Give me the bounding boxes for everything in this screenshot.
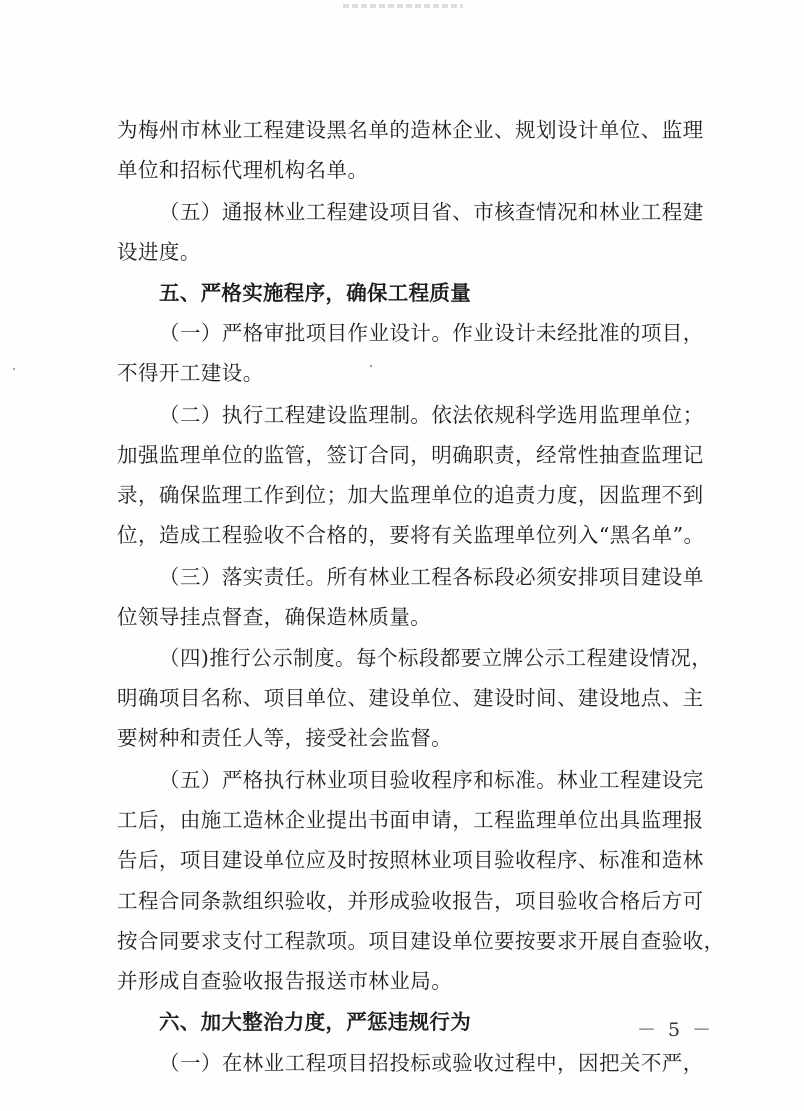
body-line: 工后，由施工造林企业提出书面申请，工程监理单位出具监理报 — [117, 808, 704, 832]
page-number: － 5 － — [637, 1019, 715, 1041]
section-heading: 五、严格实施程序，确保工程质量 — [159, 281, 471, 305]
margin-dot — [13, 368, 15, 370]
body-line: （一）在林业工程项目招投标或验收过程中，因把关不严， — [159, 1051, 704, 1075]
scan-artifact — [343, 4, 463, 8]
body-line: （四)推行公示制度。每个标段都要立牌公示工程建设情况， — [159, 646, 713, 670]
body-line: （五）通报林业工程建设项目省、市核查情况和林业工程建 — [159, 200, 704, 224]
body-line: 录，确保监理工作到位；加大监理单位的追责力度，因监理不到 — [117, 483, 704, 507]
body-line: 不得开工建设。 — [117, 361, 264, 385]
body-line: 位，造成工程验收不合格的，要将有关监理单位列入“黑名单”。 — [117, 523, 705, 547]
body-line: 按合同要求支付工程款项。项目建设单位要按要求开展自查验收， — [117, 929, 725, 953]
body-line: （三）落实责任。所有林业工程各标段必须安排项目建设单 — [159, 565, 704, 589]
section-heading: 六、加大整治力度，严惩违规行为 — [159, 1010, 471, 1034]
body-line: （一）严格审批项目作业设计。作业设计未经批准的项目， — [159, 321, 704, 345]
body-line: 为梅州市林业工程建设黑名单的造林企业、规划设计单位、监理 — [117, 118, 704, 142]
body-line: （二）执行工程建设监理制。依法依规科学选用监理单位； — [159, 403, 704, 427]
body-line: 并形成自查验收报告报送市林业局。 — [117, 969, 453, 993]
body-line: 位领导挂点督查，确保造林质量。 — [117, 605, 432, 629]
body-line: 告后，项目建设单位应及时按照林业项目验收程序、标准和造林 — [117, 848, 704, 872]
body-line: 加强监理单位的监管，签订合同，明确职责，经常性抽查监理记 — [117, 443, 704, 467]
body-line: 明确项目名称、项目单位、建设单位、建设时间、建设地点、主 — [117, 686, 704, 710]
stray-dot — [370, 365, 372, 367]
body-line: 要树种和责任人等，接受社会监督。 — [117, 726, 453, 750]
body-line: 工程合同条款组织验收，并形成验收报告，项目验收合格后方可 — [117, 889, 704, 913]
body-line: 单位和招标代理机构名单。 — [117, 158, 369, 182]
body-line: 设进度。 — [117, 240, 201, 264]
body-line: （五）严格执行林业项目验收程序和标准。林业工程建设完 — [159, 768, 704, 792]
